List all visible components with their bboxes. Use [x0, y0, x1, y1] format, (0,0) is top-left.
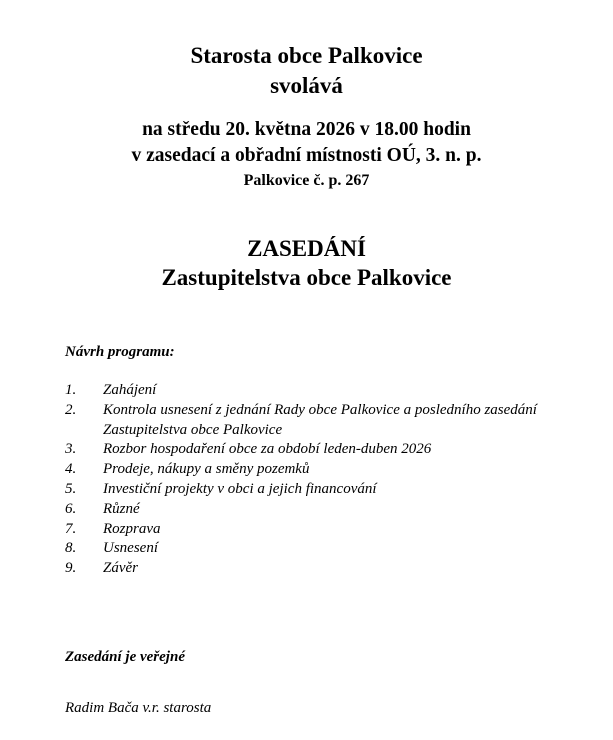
meeting-body-name: Zastupitelstva obce Palkovice: [161, 265, 452, 290]
agenda-item: [65, 539, 585, 559]
public-meeting-note: Zasedání je veřejné: [65, 649, 185, 665]
agenda-item: [65, 381, 585, 401]
agenda-item-text: Rozbor hospodaření obce za období leden-duben 2026: [103, 441, 432, 458]
agenda-item-number: 5.: [65, 480, 77, 497]
agenda-item-number: 4.: [65, 461, 77, 478]
agenda-list: [65, 381, 585, 579]
agenda-item-number: 3.: [65, 441, 77, 458]
agenda-item-number: 8.: [65, 540, 77, 557]
agenda-item-text: Rozprava: [103, 520, 161, 537]
program-heading: Návrh programu:: [65, 344, 175, 360]
meeting-date-time: na středu 20. května 2026 v 18.00 hodin: [142, 119, 471, 140]
agenda-item: [65, 480, 585, 500]
document-subtitle: svolává: [270, 73, 343, 98]
agenda-item-number: 7.: [65, 520, 77, 537]
agenda-item-text: Různé: [103, 500, 140, 517]
agenda-item-text: Zahájení: [103, 382, 157, 398]
agenda-item: [65, 500, 585, 520]
signature-line: Radim Bača v.r. starosta: [65, 700, 212, 716]
agenda-item-text: Investiční projekty v obci a jejich financování: [103, 480, 377, 497]
agenda-item: [65, 440, 585, 460]
agenda-item: [65, 520, 585, 540]
meeting-location: v zasedací a obřadní místnosti OÚ, 3. n. p.: [131, 145, 482, 166]
meeting-address: Palkovice č. p. 267: [243, 172, 370, 189]
agenda-item: [65, 559, 585, 579]
agenda-item: [65, 401, 585, 441]
agenda-item: [65, 460, 585, 480]
agenda-item-number: 9.: [65, 560, 77, 577]
agenda-item-text: Prodeje, nákupy a směny pozemků: [103, 461, 310, 478]
meeting-heading: ZASEDÁNÍ: [247, 236, 366, 261]
agenda-item-text: Závěr: [103, 560, 138, 577]
agenda-item-number: 2.: [65, 401, 77, 418]
agenda-item-number: 1.: [65, 382, 77, 398]
document-title: Starosta obce Palkovice: [190, 43, 423, 68]
agenda-item-number: 6.: [65, 500, 77, 517]
agenda-item-text: Kontrola usnesení z jednání Rady obce Palkovice a posledního zasedání Zastupitelstva obce Palkovice: [103, 401, 537, 438]
agenda-item-text: Usnesení: [103, 540, 158, 557]
